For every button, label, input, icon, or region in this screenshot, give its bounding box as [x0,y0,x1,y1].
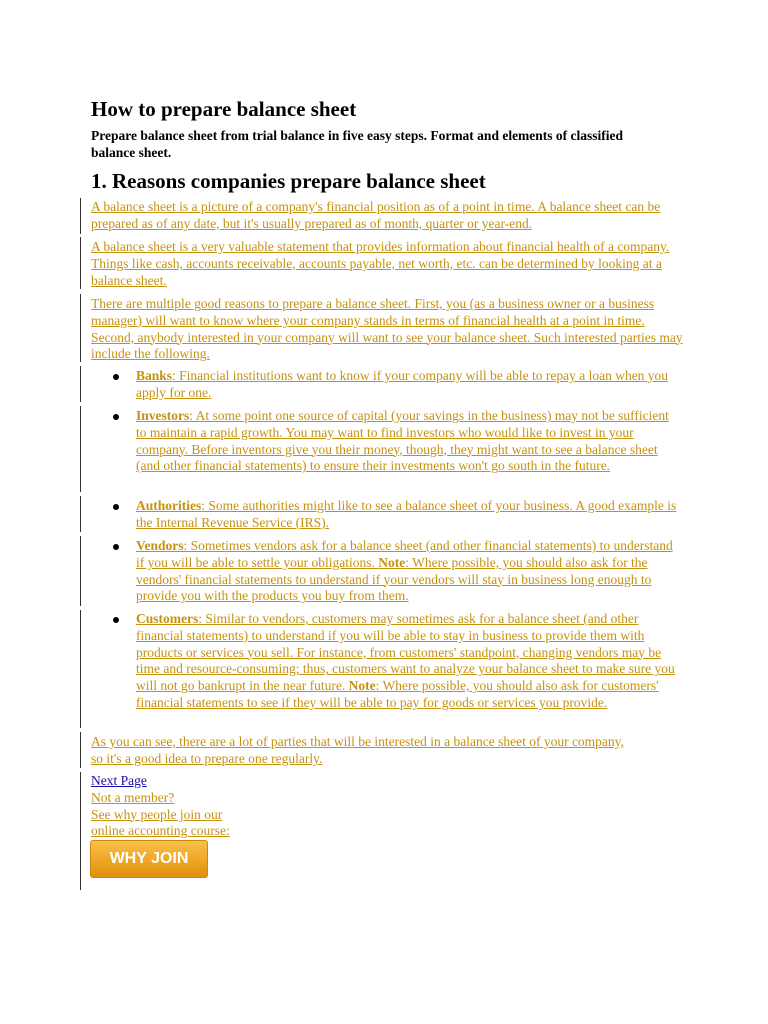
margin-bar [80,732,81,768]
course-link[interactable]: online accounting course: [91,823,230,839]
list-text: : Similar to vendors, customers may sometimes ask for a balance sheet (and other financial statements) to understand if you will be able to stay in business to provide them with products or services you sell. For instance, from customers' standpoint, changing vendors may be time and resource-consuming; thus, customers want to analyze your balance sheet to make sure you will not go bankrupt in the near future. [136,611,675,694]
paragraph[interactable]: A balance sheet is a very valuable statement that provides information about financial health of a company. Things like cash, accounts receivable, accounts payable, net worth, etc. can be determined by looking at a balance sheet. [91,239,670,288]
bullet-dot [113,504,119,510]
intro-text: Prepare balance sheet from trial balance in five easy steps. Format and elements of classified balance sheet. [91,128,624,160]
list-term: Authorities [136,498,202,513]
margin-bar [80,294,81,362]
list-text: : Financial institutions want to know if your company will be able to repay a loan when you apply for one. [136,368,669,400]
bullet-dot [113,414,119,420]
margin-bar [80,496,81,532]
bullet-dot [113,374,119,380]
note-text: : Where possible, you should also ask for customers' financial statements to see if they will be able to pay for goods or services you provide. [136,678,659,710]
list-text: : At some point one source of capital (your savings in the business) may not be sufficient to maintain a rapid growth. You may want to find investors who would like to invest in your company. Before inventors give you their money, though, they might want to see a balance sheet (and other financial statements) to ensure their investments won't go south in the future. [136,408,669,474]
margin-bar [80,366,81,402]
list-term: Investors [136,408,190,423]
note-label: Note [378,554,406,570]
list-item[interactable] [136,368,681,402]
list-text: : Some authorities might like to see a balance sheet of your business. A good example is the Internal Revenue Service (IRS). [136,498,677,530]
list-text: : Sometimes vendors ask for a balance sheet (and other financial statements) to understand if you will be able to settle your obligations. [136,538,673,570]
section-heading: 1. Reasons companies prepare balance sheet [91,169,486,193]
margin-bar [80,198,81,234]
next-page-link[interactable]: Next Page [91,773,147,788]
why-join-button[interactable]: WHY JOIN [90,840,208,878]
closing-paragraph[interactable]: As you can see, there are a lot of parties that will be interested in a balance sheet of your company, so it's a good idea to prepare one regularly. [91,734,624,766]
list-item[interactable] [136,408,681,475]
list-item[interactable] [136,538,681,605]
list-term: Banks [136,368,173,383]
list-item[interactable] [136,498,681,532]
footer-links [91,773,230,840]
list-item[interactable] [136,611,681,712]
margin-bar [80,536,81,606]
margin-bar [80,772,81,890]
bullet-dot [113,617,119,623]
note-text: : Where possible, you should also ask for the vendors' financial statements to understand if your vendors will stay in business long enough to provide you with the products you buy from them. [136,554,652,604]
list-term: Customers [136,611,199,626]
margin-bar [80,610,81,728]
note-label: Note [348,678,376,694]
page-title: How to prepare balance sheet [91,97,357,121]
margin-bar [80,237,81,289]
paragraph[interactable]: There are multiple good reasons to prepare a balance sheet. First, you (as a business owner or a business manager) will want to know where your company stands in terms of financial health at a point in time. Second, anybody interested in your company will want to see your balance sheet. Such interested parties may include the following. [91,296,683,362]
not-member-link[interactable]: Not a member? [91,789,175,805]
list-term: Vendors [136,538,184,553]
paragraph[interactable]: A balance sheet is a picture of a company's financial position as of a point in time. A balance sheet can be prepared as of any date, but it's usually prepared as of month, quarter or year-end. [91,199,661,231]
margin-bar [80,406,81,492]
bullet-dot [113,544,119,550]
see-why-link[interactable]: See why people join our [91,806,223,822]
